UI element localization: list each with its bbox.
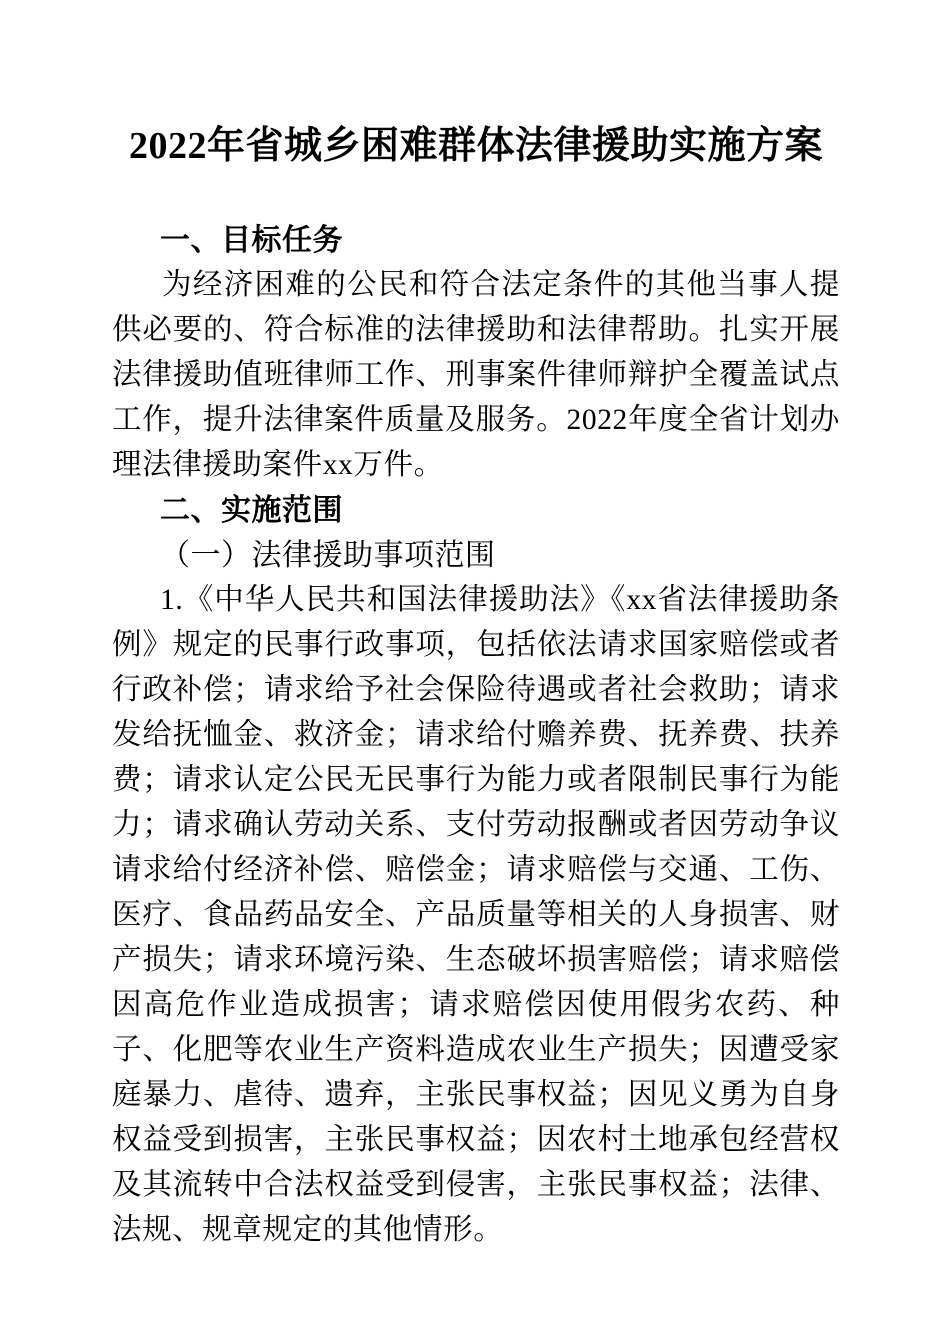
document-title: 2022年省城乡困难群体法律援助实施方案	[128, 125, 823, 167]
document-content	[112, 118, 840, 1253]
section-2-item-1: 1.《中华人民共和国法律援助法》《xx省法律援助条例》规定的民事行政事项，包括依法请求国家赔偿或者行政补偿；请求给予社会保险待遇或者社会救助；请求发给抚恤金、救济金；请求给付赡养费、抚养费、扶养费；请求认定公民无民事行为能力或者限制民事行为能力；请求确认劳动关系、支付劳动报酬或者因劳动争议请求给付经济补偿、赔偿金；请求赔偿与交通、工伤、医疗、食品药品安全、产品质量等相关的人身损害、财产损失；请求环境污染、生态破坏损害赔偿；请求赔偿因高危作业造成损害；请求赔偿因使用假劣农药、种子、化肥等农业生产资料造成农业生产损失；因遭受家庭暴力、虐待、遗弃，主张民事权益；因见义勇为自身权益受到损害，主张民事权益；因农村土地承包经营权及其流转中合法权益受到侵害，主张民事权益；法律、法规、规章规定的其他情形。	[112, 584, 840, 1246]
section-heading-1: 一、目标任务	[160, 224, 343, 257]
section-1-paragraph-1: 为经济困难的公民和符合法定条件的其他当事人提供必要的、符合标准的法律援助和法律帮助。扎实开展法律援助值班律师工作、刑事案件律师辩护全覆盖试点工作，提升法律案件质量及服务。2022年度全省计划办理法律援助案件xx万件。	[112, 269, 840, 481]
section-heading-2: 二、实施范围	[160, 494, 343, 527]
subsection-heading-2-1: （一）法律援助事项范围	[160, 539, 496, 572]
